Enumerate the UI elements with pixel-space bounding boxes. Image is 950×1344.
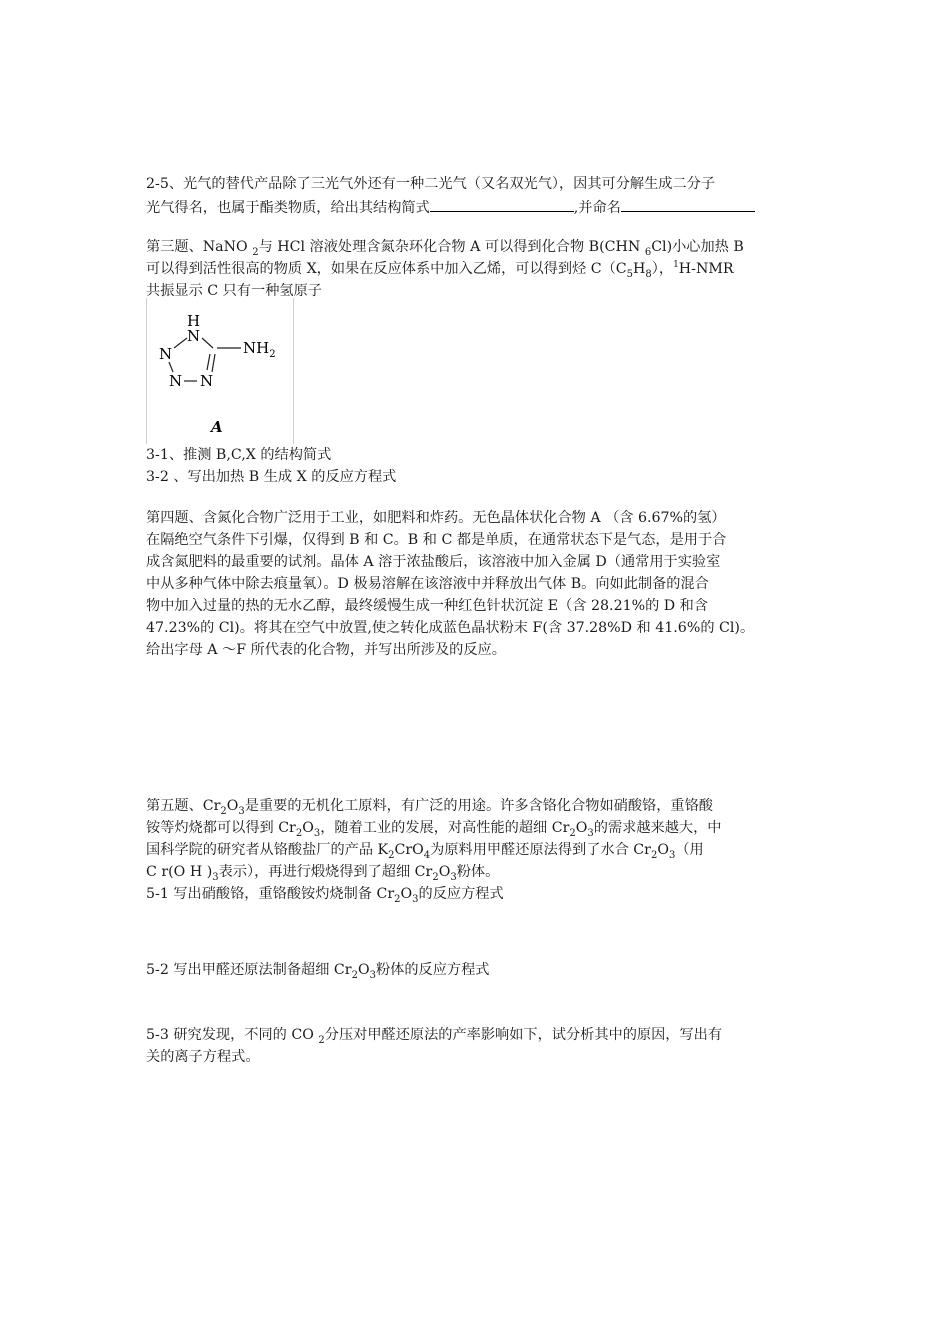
q4-line: 中从多种气体中除去痕量氧）。D 极易溶解在该溶液中并释放出气体 B。向如此制备的混合 <box>146 576 709 592</box>
answer-blank-structure[interactable] <box>430 196 574 212</box>
q2-5-line1: 2-5、光气的替代产品除了三光气外还有一种二光气（又名双光气），因其可分解生成二分子 <box>146 176 716 192</box>
compound-label-a: A <box>211 418 223 436</box>
bond-n2-n3 <box>169 362 173 372</box>
q3-line3: 共振显示 C 只有一种氢原子 <box>146 283 322 299</box>
q5-line2: 铵等灼烧都可以得到 $Cr_2O_3$，随着工业的发展，对高性能的超细 $Cr_2O_3$的需求越来越大，中 <box>146 820 722 839</box>
compound-a-structure <box>146 298 294 444</box>
q3-line2: 可以得到活性很高的物质 X，如果在反应体系中加入乙烯，可以得到烃 $C(C_5H_8)$，$^1$H-NMR <box>146 260 734 280</box>
q4-line: 给出字母 A ～F 所代表的化合物，并写出所涉及的反应。 <box>146 642 506 658</box>
q2-5-line2 <box>146 196 810 219</box>
bond-n1-c5 <box>202 338 213 348</box>
atom-n-bottom-left: N <box>169 372 183 390</box>
q4-line: 物中加入过量的热的无水乙醇，最终缓慢生成一种红色针状沉淀 E（含 28.21%的 D 和含 <box>146 598 709 614</box>
atom-n-left: N <box>159 345 173 363</box>
q3-line1: 第三题、NaNO $_2$与 HCl 溶液处理含氮杂环化合物 A 可以得到化合物 B(CHN $_6$Cl)小心加热 B <box>146 239 744 258</box>
q5-2: 5-2 写出甲醛还原法制备超细 $Cr_2O_3$粉体的反应方程式 <box>146 962 490 981</box>
q5-3-line2: 关的离子方程式。 <box>146 1049 260 1065</box>
q3-1: 3-1、推测 B,C,X 的结构简式 <box>146 447 332 463</box>
bond-n4-c5 <box>212 354 215 372</box>
atom-n-bottom-right: N <box>200 372 214 390</box>
answer-blank-name[interactable] <box>621 196 755 212</box>
q4-line: 47.23%的 Cl)。将其在空气中放置,使之转化成蓝色晶状粉末 F(含 37.28%D 和 41.6%的 Cl)。 <box>146 620 755 636</box>
q5-line1: 第五题、$Cr_2O_3$是重要的无机化工原料，有广泛的用途。许多含铬化合物如硝酸铬，重铬酸 <box>146 798 713 817</box>
q4-line: 第四题、含氮化合物广泛用于工业，如肥料和炸药。无色晶体状化合物 A （含 6.67%的氢） <box>146 510 726 526</box>
q5-line3: 国科学院的研究者从铬酸盐厂的产品 $K_2CrO_4$为原料用甲醛还原法得到了水合 $Cr_2O_3$（用 <box>146 842 704 861</box>
triazole-ring-diagram <box>147 298 293 444</box>
q5-1: 5-1 写出硝酸铬，重铬酸铵灼烧制备 $Cr_2O_3$的反应方程式 <box>146 886 504 905</box>
q3-2: 3-2 、写出加热 B 生成 X 的反应方程式 <box>146 469 397 485</box>
bond-n1-n2 <box>174 338 187 348</box>
bond-n4-c5-double <box>207 354 210 370</box>
q2-5-prompt: 光气得名，也属于酯类物质，给出其结构简式 <box>146 200 430 216</box>
atom-nh2: $NH_2$ <box>243 339 276 360</box>
atom-n-top: N <box>187 327 201 345</box>
q5-line4: C r(O H )$_3$表示），再进行煅烧得到了超细 $Cr_2O_3$粉体。 <box>146 864 500 883</box>
q4-line: 成含氮肥料的最重要的试剂。晶体 A 溶于浓盐酸后，该溶液中加入金属 D（通常用于实验室 <box>146 554 721 570</box>
q4-line: 在隔绝空气条件下引爆，仅得到 B 和 C。B 和 C 都是单质，在通常状态下是气态，是用于合 <box>146 532 727 548</box>
atom-h: H <box>187 312 201 330</box>
q2-5-name-prompt: ,并命名 <box>573 200 621 216</box>
q5-3-line1: 5-3 研究发现，不同的 CO $_2$分压对甲醛还原法的产率影响如下，试分析其中的原因，写出有 <box>146 1027 723 1046</box>
